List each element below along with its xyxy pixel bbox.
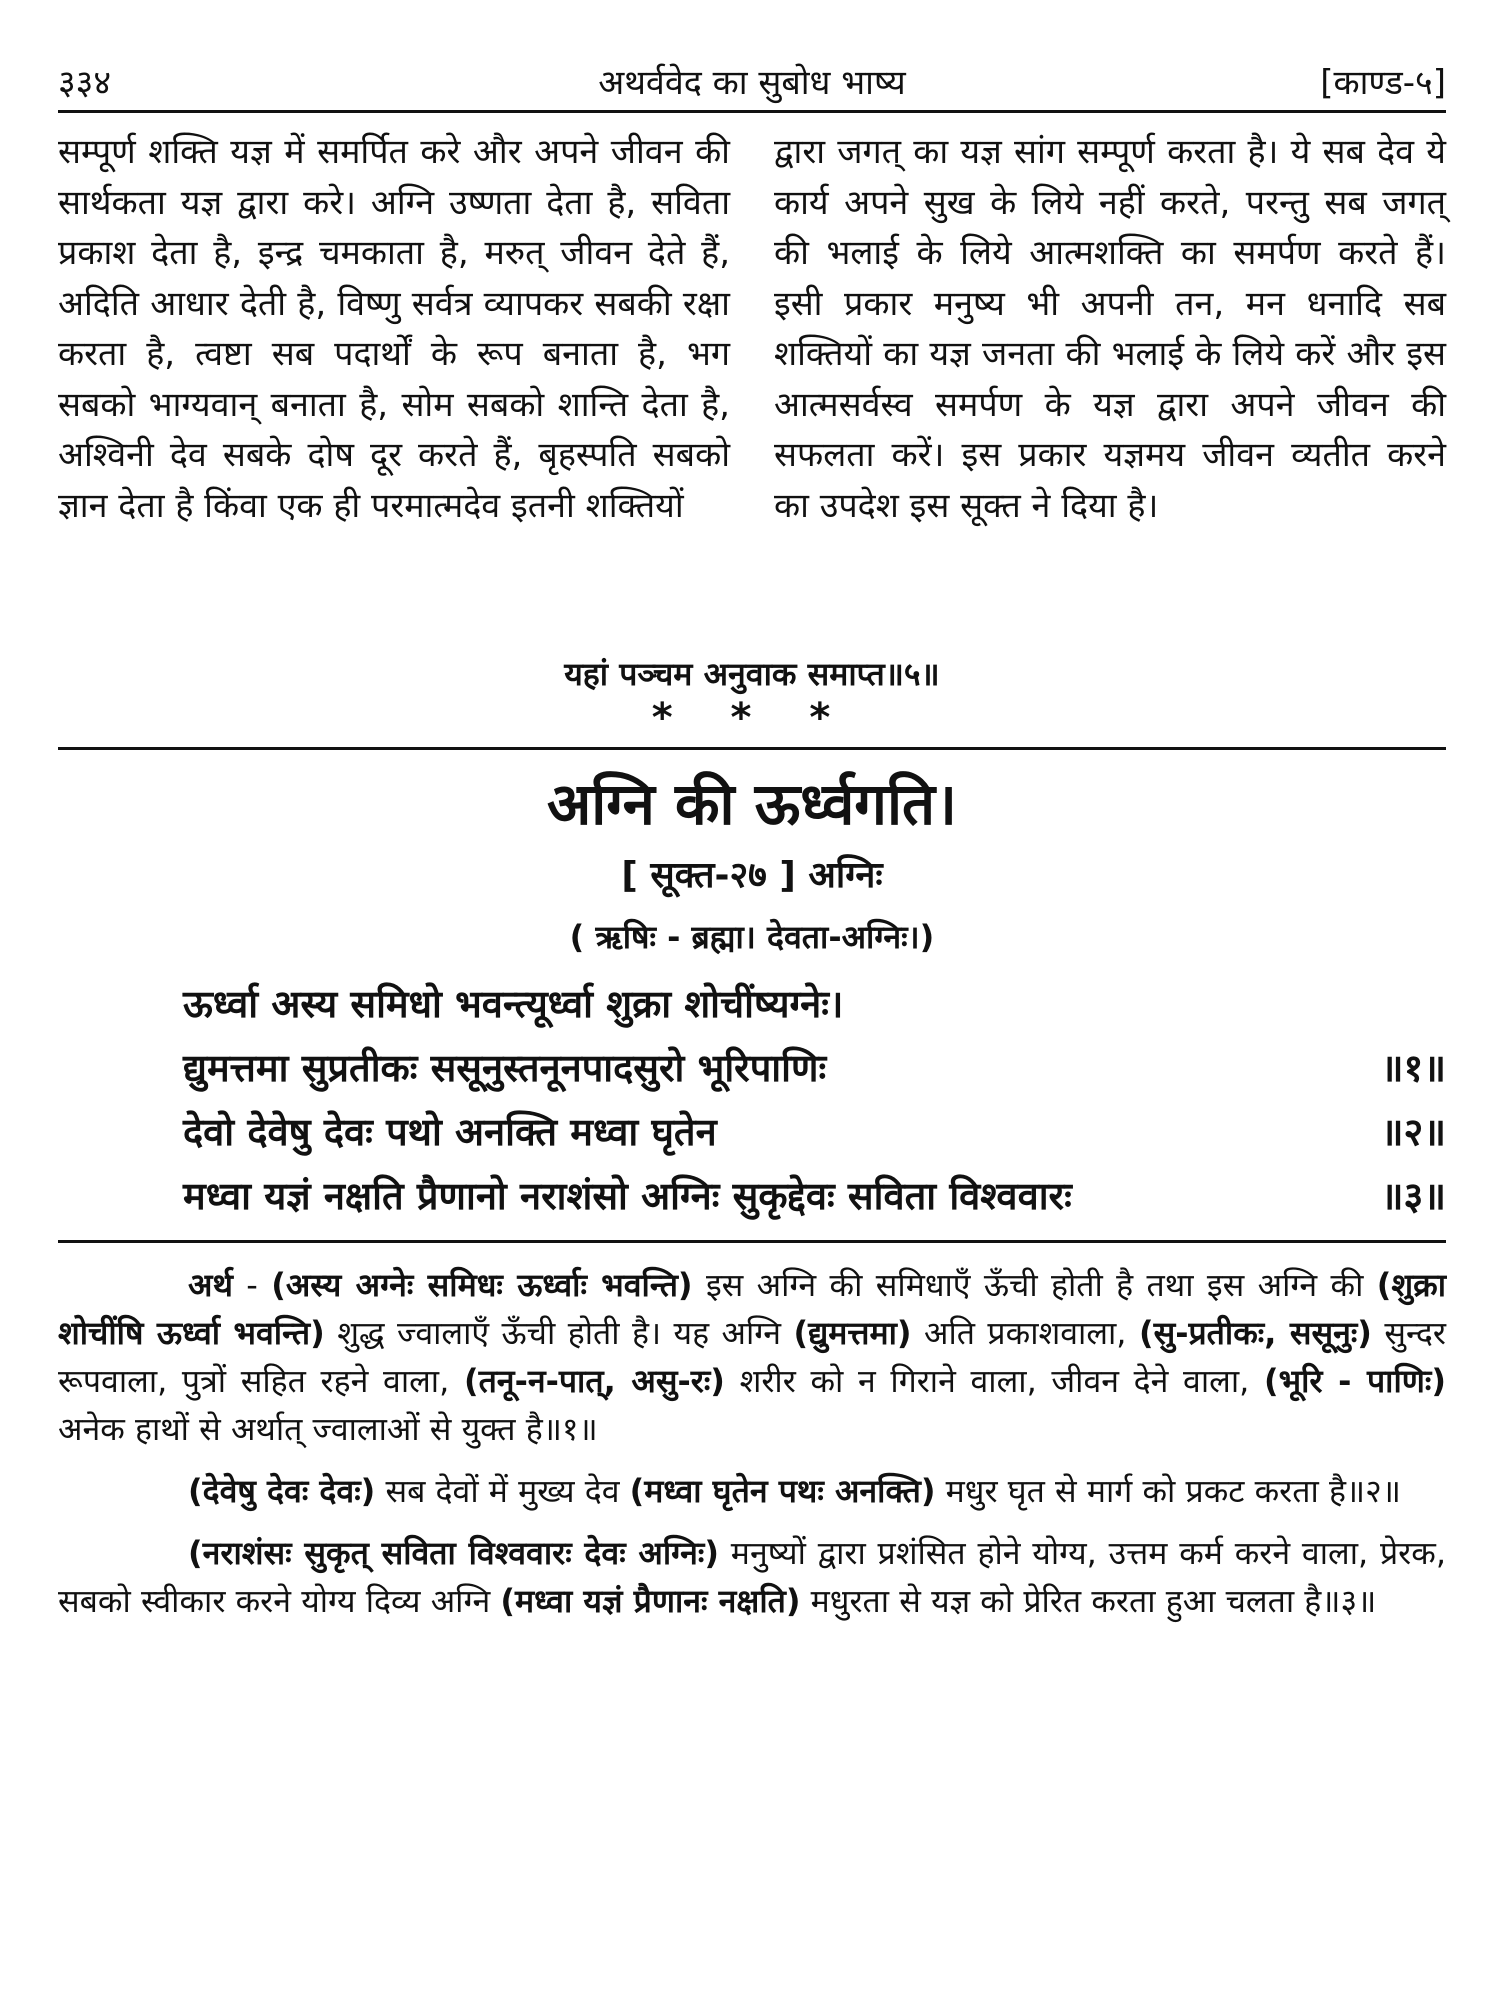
verses-divider [58,1240,1446,1243]
hymn-title: अग्नि की ऊर्ध्वगति। [546,770,958,838]
meaning-text: इस अग्नि की समिधाएँ ऊँची होती है तथा इस अग्नि की [692,1266,1377,1304]
verse-number: ॥२॥ [1380,1110,1446,1154]
meaning-text: मधुरता से यज्ञ को प्रेरित करता हुआ चलता है॥३॥ [800,1582,1377,1620]
separator-stars: * * * [651,695,853,741]
page-number: ३३४ [58,63,112,103]
meaning-paragraph-1 [58,1261,1446,1453]
meaning-paragraph-3 [58,1529,1446,1625]
verses-block [58,972,1446,1228]
meaning-text: मधुर घृत से मार्ग को प्रकट करता है॥२॥ [935,1472,1401,1510]
meaning-term: (मध्वा घृतेन पथः अनक्ति) [629,1472,936,1510]
verse-number: ॥१॥ [1380,1046,1446,1090]
rishi-devata-line: ( ऋषिः - ब्रह्मा। देवता-अग्निः।) [569,918,935,956]
page-header [58,40,1446,110]
meaning-text: सुन्दर रूपवाला, पुत्रों सहित रहने वाला, [58,1314,1446,1400]
meaning-term: (द्युमत्तमा) [793,1314,912,1352]
section-label: [काण्ड-५] [1320,63,1446,103]
sukta-heading: [ सूक्त-२७ ] अग्निः [621,855,883,896]
meaning-label: अर्थ [188,1266,233,1304]
meaning-text: शरीर को न गिराने वाला, जीवन देने वाला, [724,1362,1264,1400]
meaning-text: - [232,1266,272,1304]
verse-text: देवो देवेषु देवः पथो अनक्ति मध्वा घृतेन [183,1110,717,1154]
meaning-term: (सु-प्रतीकः, ससूनुः) [1138,1314,1372,1352]
verse-line [183,1036,1446,1100]
verse-line [183,972,1446,1036]
meaning-text: सब देवों में मुख्य देव [375,1472,630,1510]
header-divider [58,110,1446,113]
meaning-text: शुद्ध ज्वालाएँ ऊँची होती है। यह अग्नि [324,1314,794,1352]
verse-line [183,1100,1446,1164]
book-title: अथर्ववेद का सुबोध भाष्य [598,63,906,103]
meaning-term: (नराशंसः सुकृत् सविता विश्ववारः देवः अग्निः) [188,1534,720,1572]
book-page [58,40,1446,1639]
meaning-term: (मध्वा यज्ञं प्रैणानः नक्षति) [500,1582,801,1620]
meaning-paragraph-2 [58,1467,1446,1515]
meaning-section [58,1261,1446,1625]
meaning-term: (तनू-न-पात्, असु-रः) [463,1362,725,1400]
left-column-text: सम्पूर्ण शक्ति यज्ञ में समर्पित करे और अपने जीवन की सार्थकता यज्ञ द्वारा करे। अग्नि उष्णता देता है, सविता प्रकाश देता है, इन्द्र चमकाता है, मरुत् जीवन देते हैं, अदिति आधार देती है, विष्णु सर्वत्र व्यापकर सबकी रक्षा करता है, त्वष्टा सब पदार्थों के रूप बनाता है, भग सबको भाग्यवान् बनाता है, सोम सबको शान्ति देता है, अश्विनी देव सबके दोष दूर करते हैं, बृहस्पति सबको ज्ञान देता है किंवा एक ही परमात्मदेव इतनी शक्तियों [58,132,730,526]
verse-text: ऊर्ध्वा अस्य समिधो भवन्त्यूर्ध्वा शुक्रा शोचींष्यग्नेः। [183,982,844,1026]
meaning-term: (शुक्रा शोचींषि ऊर्ध्वा भवन्ति) [58,1266,1446,1352]
verse-number: ॥३॥ [1380,1174,1446,1218]
meaning-term: (देवेषु देवः देवः) [188,1472,376,1510]
verse-text: द्युमत्तमा सुप्रतीकः ससूनुस्तनूनपादसुरो भूरिपाणिः [183,1046,827,1090]
section-divider [58,747,1446,750]
right-column-text: द्वारा जगत् का यज्ञ सांग सम्पूर्ण करता है। ये सब देव ये कार्य अपने सुख के लिये नहीं करते, परन्तु सब जगत् की भलाई के लिये आत्मशक्ति का समर्पण करते हैं। इसी प्रकार मनुष्य भी अपनी तन, मन धनादि सब शक्तियों का यज्ञ जनता की भलाई के लिये करें और इस आत्मसर्वस्व समर्पण के यज्ञ द्वारा अपने जीवन की सफलता करें। इस प्रकार यज्ञमय जीवन व्यतीत करने का उपदेश इस सूक्त ने दिया है। [774,132,1446,526]
anuvak-end-line: यहां पञ्चम अनुवाक समाप्त॥५॥ [564,655,940,693]
verse-line [183,1164,1446,1228]
meaning-term: (अस्य अग्नेः समिधः ऊर्ध्वाः भवन्ति) [271,1266,693,1304]
meaning-text: अति प्रकाशवाला, [911,1314,1139,1352]
meaning-text: मनुष्यों द्वारा प्रशंसित होने योग्य, उत्तम कर्म करने वाला, प्रेरक, सबको स्वीकार करने योग्य दिव्य अग्नि [58,1534,1446,1620]
verse-text: मध्वा यज्ञं नक्षति प्रैणानो नराशंसो अग्निः सुकृद्देवः सविता विश्ववारः [183,1174,1072,1218]
meaning-term: (भूरि - पाणिः) [1263,1362,1446,1400]
commentary-columns [58,127,1446,642]
meaning-text: अनेक हाथों से अर्थात् ज्वालाओं से युक्त है॥१॥ [58,1410,598,1448]
